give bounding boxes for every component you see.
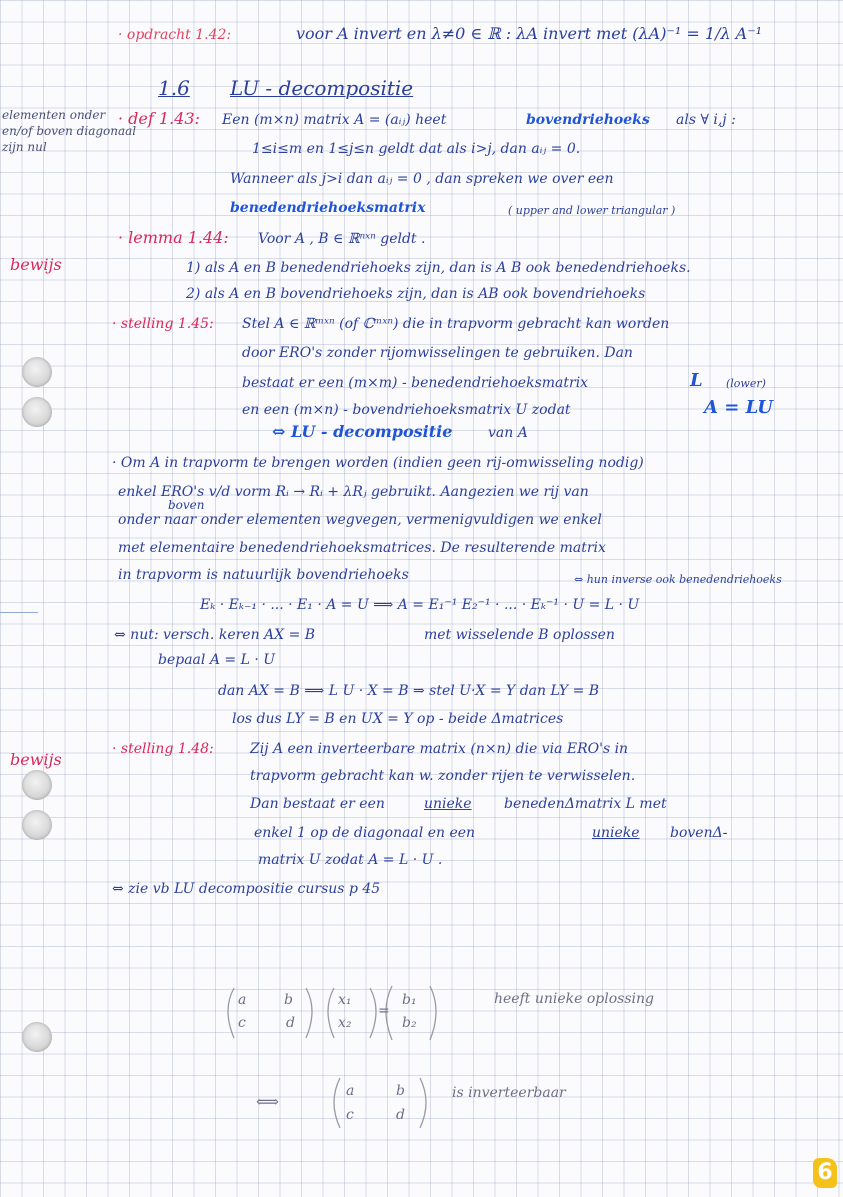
opdracht-text: voor A invert en λ≠0 ∈ ℝ : λA invert met (λA)⁻¹ = 1/λ A⁻¹: [296, 24, 763, 43]
section-number: 1.6: [158, 76, 190, 100]
paragraph-line4: met elementaire benedendriehoeksmatrices. De resulterende matrix: [118, 540, 606, 556]
def-label: · def 1.43:: [118, 109, 200, 128]
def-line3: Wanneer als j>i dan aᵢⱼ = 0 , dan spreken we over een: [230, 171, 614, 187]
margin-bewijs-1: bewijs: [10, 255, 62, 274]
section-title: LU - decompositie: [230, 76, 414, 100]
stelling145-line4-a: en een (m×n) - bovendriehoeksmatrix U zodat: [242, 402, 571, 418]
nut-line4: los dus LY = B en UX = Y op - beide Δmatrices: [232, 711, 564, 727]
stelling145-lower: (lower): [726, 377, 766, 390]
stelling145-eq: A = LU: [704, 397, 773, 418]
stelling145-line2: door ERO's zonder rijomwisselingen te gebruiken. Dan: [242, 345, 633, 361]
lemma-item2: 2) als A en B bovendriehoeks zijn, dan is AB ook bovendriehoeks: [186, 286, 646, 302]
matrix2-entry: c: [346, 1107, 354, 1123]
opdracht-label: · opdracht 1.42:: [118, 27, 232, 43]
stelling148-line4-a: enkel 1 op de diagonaal en een: [254, 825, 476, 841]
stelling148-unique-2: unieke: [592, 825, 640, 841]
nut-line1-b: met wisselende B oplossen: [424, 627, 615, 643]
nut-line2: bepaal A = L · U: [158, 652, 276, 668]
vector-entry: b₁: [402, 992, 417, 1008]
matrix-entry: d: [286, 1015, 295, 1031]
nut-line1-a: ⇔ nut: versch. keren AX = B: [114, 627, 316, 643]
paragraph-line3: onder naar onder elementen wegvegen, vermenigvuldigen we enkel: [118, 512, 602, 528]
margin-bewijs-2: bewijs: [10, 750, 62, 769]
def-line2: 1≤i≤m en 1≤j≤n geldt dat als i>j, dan aᵢⱼ = 0.: [252, 141, 581, 157]
stelling145-label: · stelling 1.45:: [112, 316, 214, 332]
paragraph-line5-note: ⇔ hun inverse ook benedendriehoeks: [574, 573, 782, 586]
stelling145-line3-a: bestaat er een (m×m) - benedendriehoeksmatrix: [242, 375, 589, 391]
stelling148-line1: Zij A een inverteerbare matrix (n×n) die via ERO's in: [250, 741, 629, 757]
lemma-label: · lemma 1.44:: [118, 228, 229, 247]
nut-line3: dan AX = B ⟹ L U · X = B ⇒ stel U·X = Y dan LY = B: [218, 683, 600, 699]
stelling145-line1: Stel A ∈ ℝᵐˣⁿ (of ℂᵐˣⁿ) die in trapvorm gebracht kan worden: [242, 316, 670, 332]
lemma-line1: Voor A , B ∈ ℝⁿˣⁿ geldt .: [258, 231, 426, 247]
paragraph-line2-above: boven: [168, 498, 205, 512]
stelling148-line5: matrix U zodat A = L · U .: [258, 852, 443, 868]
lemma-item1: 1) als A en B benedendriehoeks zijn, dan is A B ook benedendriehoeks.: [186, 260, 691, 276]
paragraph-equation: Eₖ · Eₖ₋₁ · ... · E₁ · A = U ⟹ A = E₁⁻¹ E₂⁻¹ · ... · Eₖ⁻¹ · U = L · U: [200, 597, 640, 613]
pencil-note-unique: heeft unieke oplossing: [494, 991, 654, 1007]
stelling148-line4-b: bovenΔ-: [670, 825, 728, 841]
page-number-badge: 6: [813, 1158, 837, 1188]
iff-symbol: ⟺: [256, 1092, 279, 1111]
matrix-entry: c: [238, 1015, 246, 1031]
equals-sign: =: [378, 1003, 390, 1019]
stelling145-line5-b: van A: [488, 425, 528, 441]
def-line4-b: ( upper and lower triangular ): [508, 204, 676, 217]
vector-entry: b₂: [402, 1015, 417, 1031]
vector-entry: x₂: [338, 1015, 352, 1031]
matrix2-entry: b: [396, 1083, 405, 1099]
stelling145-L: L: [690, 370, 703, 391]
paragraph-line2: enkel ERO's v/d vorm Rᵢ → Rᵢ + λRⱼ gebruikt. Aangezien we rij van: [118, 484, 589, 500]
def-term-upper: bovendriehoeks: [526, 112, 650, 128]
matrix-entry: a: [238, 992, 247, 1008]
margin-note-def: elementen onder en/of boven diagonaal zijn nul: [2, 108, 137, 155]
stelling148-line3-a: Dan bestaat er een: [250, 796, 385, 812]
stelling148-label: · stelling 1.48:: [112, 741, 214, 757]
matrix-entry: b: [284, 992, 293, 1008]
vector-entry: x₁: [338, 992, 352, 1008]
def-line1-a: Een (m×n) matrix A = (aᵢⱼ) heet: [222, 112, 447, 128]
matrix2-entry: d: [396, 1107, 405, 1123]
def-term-lower: benedendriehoeksmatrix: [230, 200, 426, 216]
stelling148-line2: trapvorm gebracht kan w. zonder rijen te verwisselen.: [250, 768, 636, 784]
def-line1-b: als ∀ i,j :: [676, 112, 736, 128]
paragraph-line1: · Om A in trapvorm te brengen worden (indien geen rij-omwisseling nodig): [112, 455, 644, 471]
course-reference: ⇔ zie vb LU decompositie cursus p 45: [112, 881, 381, 897]
pencil-note-invertible: is inverteerbaar: [452, 1085, 566, 1101]
stelling148-line3-b: benedenΔmatrix L met: [504, 796, 667, 812]
paragraph-line5: in trapvorm is natuurlijk bovendriehoeks: [118, 567, 409, 583]
matrix2-entry: a: [346, 1083, 355, 1099]
stelling145-lu: ⇔ LU - decompositie: [272, 422, 453, 441]
stelling148-unique-1: unieke: [424, 796, 472, 812]
